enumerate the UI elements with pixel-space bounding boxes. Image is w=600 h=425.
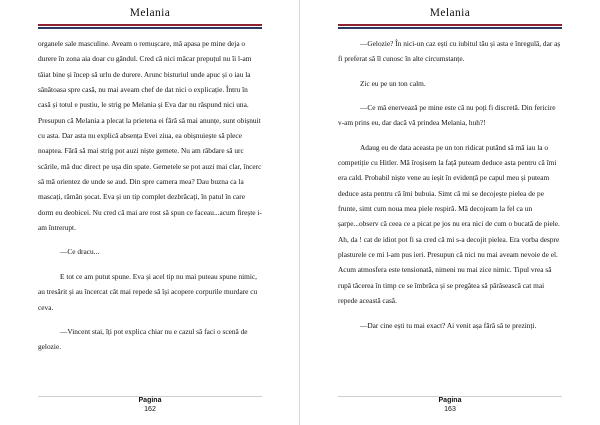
paragraph: —Ce mă enervează pe mine este că nu poți fi discretă. Din fericire v-am prins eu, dar dacă vă prindea Melania, huh?!: [338, 103, 556, 128]
page-header-title: Melania: [429, 7, 471, 19]
paragraph: —Dar cine ești tu mai exact? Ai venit așa fără să te prezinți.: [360, 320, 537, 330]
page-body-text: [38, 36, 262, 355]
header-rule-red: [338, 24, 562, 26]
paragraph: E tot ce am putut spune. Eva și acel tip nu mai puteau spune nimic, au tresărit și au încercat cât mai repede să își acopere corpurile murdare cu ceva.: [38, 271, 258, 312]
page-number: 162: [144, 406, 156, 413]
paragraph: Zic eu pe un ton calm.: [360, 78, 426, 88]
paragraph: organele sale masculine. Aveam o remușcare, mă apasa pe mine deja o durere în zona aia doar cu gândul. Cred că nici măcar prepuțul nu îi l-am tăiat bine și încep să urlu de durere. Arunc bisturiul unde apuc și o iau la sănătoasa spre casă, nu mai aveam chef de dat nici o explicație. Întru în casă și totul e pustiu, le strig pe Melania și Eva dar nu răspund nici una. Presupun că Melania a plecat la prietena ei fără să mai anunțe, sunt obișnuit cu asta. Dar asta nu explică absența Evei ziua, ea obișnuiește să plece noaptea. Fără să mai strig pot auzi niște gemete. Nu am răbdare să urc scările, mă duc direct pe ușa din spate. Gemetele se pot auzi mai clar, încerc să mă orientez de unde se aud. Din spre camera mea? Dau buzna ca la mascați, rămân șocat. Eva și un tip complet dezbrăcați, în patul în care dorm eu deobicei. Nu cred că mai are rost să spun ce faceau...acum firește i-am întrerupt.: [38, 39, 262, 233]
page-header-title: Melania: [129, 7, 171, 19]
header-rule-blue: [338, 27, 562, 29]
paragraph: —Gelozie? În nici-un caz ești cu iubitul tău și asta e înregulă, dar aș fi preferat să îl cunosc în alte circumstanțe.: [338, 39, 561, 64]
header-rule-blue: [38, 27, 262, 29]
footer-page-label: Pagina: [138, 397, 162, 404]
page-body-text: [338, 36, 562, 333]
footer-page-label: Pagina: [438, 397, 462, 404]
paragraph: Adaug eu de data aceasta pe un ton ridicat putând să mă iau la o competiție cu Hitler. Mă îroșisem la față puteam deduce asta pentru că îmi era cald. Probabil niște vene au ieșit în evidență pe capul meu și puteam deduce asta pentru că îmi bubuia. Simt că mi se decojește pielea de pe frunte, simt cum noua mea piele respiră. Mă decojeam la fel ca un șarpe...observ că ceea ce a picat pe jos nu era nici de cum o bucată de piele. Ah, da ! cat de idiot pot fi sa cred că mi s-a decojit pielea. Era vorba despre plasturele ce mi l-am pus ieri. Presupun că nici nu mai aveam nevoie de el. Acum atmosfera este tensionată, nimeni nu mai zice nimic. Tipul vrea să rupă tăcerea în timp ce se îmbrăca și se pregătea să părăsească cat mai repede această casă.: [338, 142, 560, 306]
right-page: [300, 0, 600, 425]
header-rule-red: [38, 24, 262, 26]
paragraph: —Ce dracu...: [60, 247, 100, 257]
page-number: 163: [444, 406, 456, 413]
paragraph: —Vincent stai, îți pot explica chiar nu e cazul să faci o scenă de gelozie.: [38, 326, 248, 352]
